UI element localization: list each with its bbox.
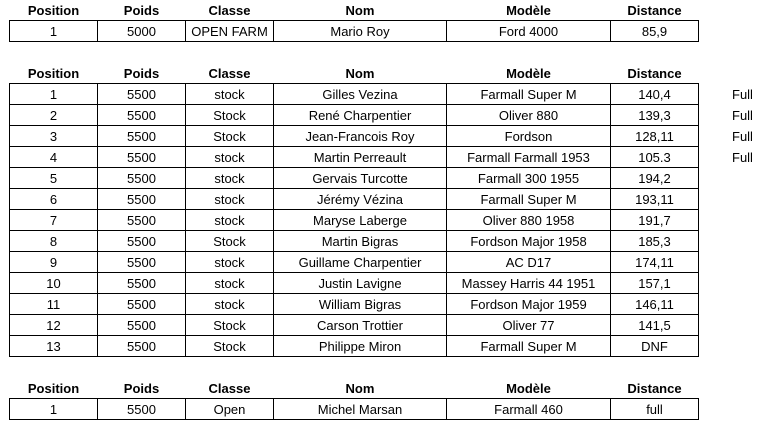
cell-position: 8 — [10, 231, 98, 252]
cell-classe: Stock — [186, 105, 274, 126]
cell-poids: 5500 — [98, 84, 186, 105]
header-poids: Poids — [123, 380, 160, 396]
header-distance: Distance — [627, 2, 682, 18]
cell-distance: 146,11 — [611, 294, 699, 315]
side-note: Full — [732, 150, 753, 165]
table-row — [10, 252, 699, 273]
results-table-open-farm — [9, 0, 699, 42]
cell-classe: OPEN FARM — [186, 21, 274, 42]
header-distance: Distance — [627, 380, 682, 396]
cell-poids: 5500 — [98, 168, 186, 189]
cell-modele: Fordson Major 1958 — [447, 231, 611, 252]
cell-poids: 5500 — [98, 273, 186, 294]
cell-position: 3 — [10, 126, 98, 147]
header-nom: Nom — [345, 65, 375, 81]
cell-modele: Oliver 77 — [447, 315, 611, 336]
table-row — [10, 294, 699, 315]
table-row — [10, 126, 699, 147]
cell-poids: 5500 — [98, 147, 186, 168]
cell-modele: Fordson Major 1959 — [447, 294, 611, 315]
cell-distance: 105.3 — [611, 147, 699, 168]
table-row — [10, 336, 699, 357]
cell-nom: Mario Roy — [274, 21, 447, 42]
cell-classe: Stock — [186, 336, 274, 357]
cell-nom: William Bigras — [274, 294, 447, 315]
cell-distance: 191,7 — [611, 210, 699, 231]
cell-distance: 194,2 — [611, 168, 699, 189]
table-row — [10, 21, 699, 42]
cell-classe: Open — [186, 399, 274, 420]
cell-nom: Martin Perreault — [274, 147, 447, 168]
cell-modele: Fordson — [447, 126, 611, 147]
table-row — [10, 315, 699, 336]
header-poids: Poids — [123, 65, 160, 81]
header-position: Position — [27, 65, 80, 81]
cell-distance: 193,11 — [611, 189, 699, 210]
cell-position: 1 — [10, 84, 98, 105]
cell-nom: Maryse Laberge — [274, 210, 447, 231]
table-row — [10, 231, 699, 252]
table-row — [10, 147, 699, 168]
cell-position: 7 — [10, 210, 98, 231]
cell-classe: Stock — [186, 231, 274, 252]
cell-distance: 185,3 — [611, 231, 699, 252]
header-row — [10, 378, 699, 399]
cell-position: 4 — [10, 147, 98, 168]
cell-classe: stock — [186, 84, 274, 105]
cell-nom: Jérémy Vézina — [274, 189, 447, 210]
cell-nom: Philippe Miron — [274, 336, 447, 357]
table-row — [10, 273, 699, 294]
header-position: Position — [27, 380, 80, 396]
side-notes — [732, 84, 753, 168]
table-row — [10, 105, 699, 126]
side-note: Full — [732, 87, 753, 102]
cell-distance: 140,4 — [611, 84, 699, 105]
cell-classe: stock — [186, 189, 274, 210]
results-table-open — [9, 378, 699, 420]
cell-nom: René Charpentier — [274, 105, 447, 126]
header-classe: Classe — [208, 380, 251, 396]
header-row — [10, 63, 699, 84]
cell-poids: 5500 — [98, 231, 186, 252]
cell-position: 6 — [10, 189, 98, 210]
cell-poids: 5500 — [98, 210, 186, 231]
cell-nom: Justin Lavigne — [274, 273, 447, 294]
cell-poids: 5000 — [98, 21, 186, 42]
cell-poids: 5500 — [98, 105, 186, 126]
cell-distance: full — [611, 399, 699, 420]
cell-nom: Martin Bigras — [274, 231, 447, 252]
header-distance: Distance — [627, 65, 682, 81]
table-row — [10, 189, 699, 210]
cell-classe: stock — [186, 168, 274, 189]
cell-position: 1 — [10, 21, 98, 42]
cell-classe: Stock — [186, 315, 274, 336]
cell-modele: AC D17 — [447, 252, 611, 273]
cell-nom: Guillame Charpentier — [274, 252, 447, 273]
cell-position: 11 — [10, 294, 98, 315]
cell-modele: Farmall Farmall 1953 — [447, 147, 611, 168]
cell-distance: 128,11 — [611, 126, 699, 147]
cell-nom: Gervais Turcotte — [274, 168, 447, 189]
header-nom: Nom — [345, 2, 375, 18]
cell-modele: Farmall 300 1955 — [447, 168, 611, 189]
cell-classe: Stock — [186, 126, 274, 147]
results-table-stock — [9, 63, 699, 357]
header-classe: Classe — [208, 2, 251, 18]
table-row — [10, 399, 699, 420]
cell-modele: Farmall Super M — [447, 189, 611, 210]
cell-modele: Farmall 460 — [447, 399, 611, 420]
cell-poids: 5500 — [98, 315, 186, 336]
cell-modele: Oliver 880 — [447, 105, 611, 126]
cell-position: 9 — [10, 252, 98, 273]
header-modele: Modèle — [506, 380, 551, 396]
cell-distance: 85,9 — [611, 21, 699, 42]
cell-nom: Carson Trottier — [274, 315, 447, 336]
header-row — [10, 0, 699, 21]
cell-classe: stock — [186, 147, 274, 168]
header-modele: Modèle — [506, 65, 551, 81]
cell-poids: 5500 — [98, 189, 186, 210]
cell-position: 10 — [10, 273, 98, 294]
cell-poids: 5500 — [98, 294, 186, 315]
header-poids: Poids — [123, 2, 160, 18]
cell-position: 1 — [10, 399, 98, 420]
cell-distance: 174,11 — [611, 252, 699, 273]
header-classe: Classe — [208, 65, 251, 81]
table-row — [10, 210, 699, 231]
cell-position: 12 — [10, 315, 98, 336]
cell-distance: 139,3 — [611, 105, 699, 126]
cell-position: 5 — [10, 168, 98, 189]
side-note: Full — [732, 129, 753, 144]
cell-nom: Jean-Francois Roy — [274, 126, 447, 147]
cell-classe: stock — [186, 252, 274, 273]
cell-classe: stock — [186, 294, 274, 315]
cell-poids: 5500 — [98, 336, 186, 357]
cell-modele: Massey Harris 44 1951 — [447, 273, 611, 294]
cell-nom: Gilles Vezina — [274, 84, 447, 105]
header-position: Position — [27, 2, 80, 18]
table-row — [10, 168, 699, 189]
header-nom: Nom — [345, 380, 375, 396]
cell-poids: 5500 — [98, 399, 186, 420]
cell-modele: Farmall Super M — [447, 336, 611, 357]
cell-poids: 5500 — [98, 252, 186, 273]
cell-modele: Oliver 880 1958 — [447, 210, 611, 231]
header-modele: Modèle — [506, 2, 551, 18]
cell-position: 13 — [10, 336, 98, 357]
side-note: Full — [732, 108, 753, 123]
cell-nom: Michel Marsan — [274, 399, 447, 420]
cell-distance: DNF — [611, 336, 699, 357]
cell-modele: Farmall Super M — [447, 84, 611, 105]
cell-modele: Ford 4000 — [447, 21, 611, 42]
cell-position: 2 — [10, 105, 98, 126]
cell-poids: 5500 — [98, 126, 186, 147]
table-row — [10, 84, 699, 105]
cell-classe: stock — [186, 273, 274, 294]
cell-distance: 141,5 — [611, 315, 699, 336]
cell-classe: stock — [186, 210, 274, 231]
cell-distance: 157,1 — [611, 273, 699, 294]
